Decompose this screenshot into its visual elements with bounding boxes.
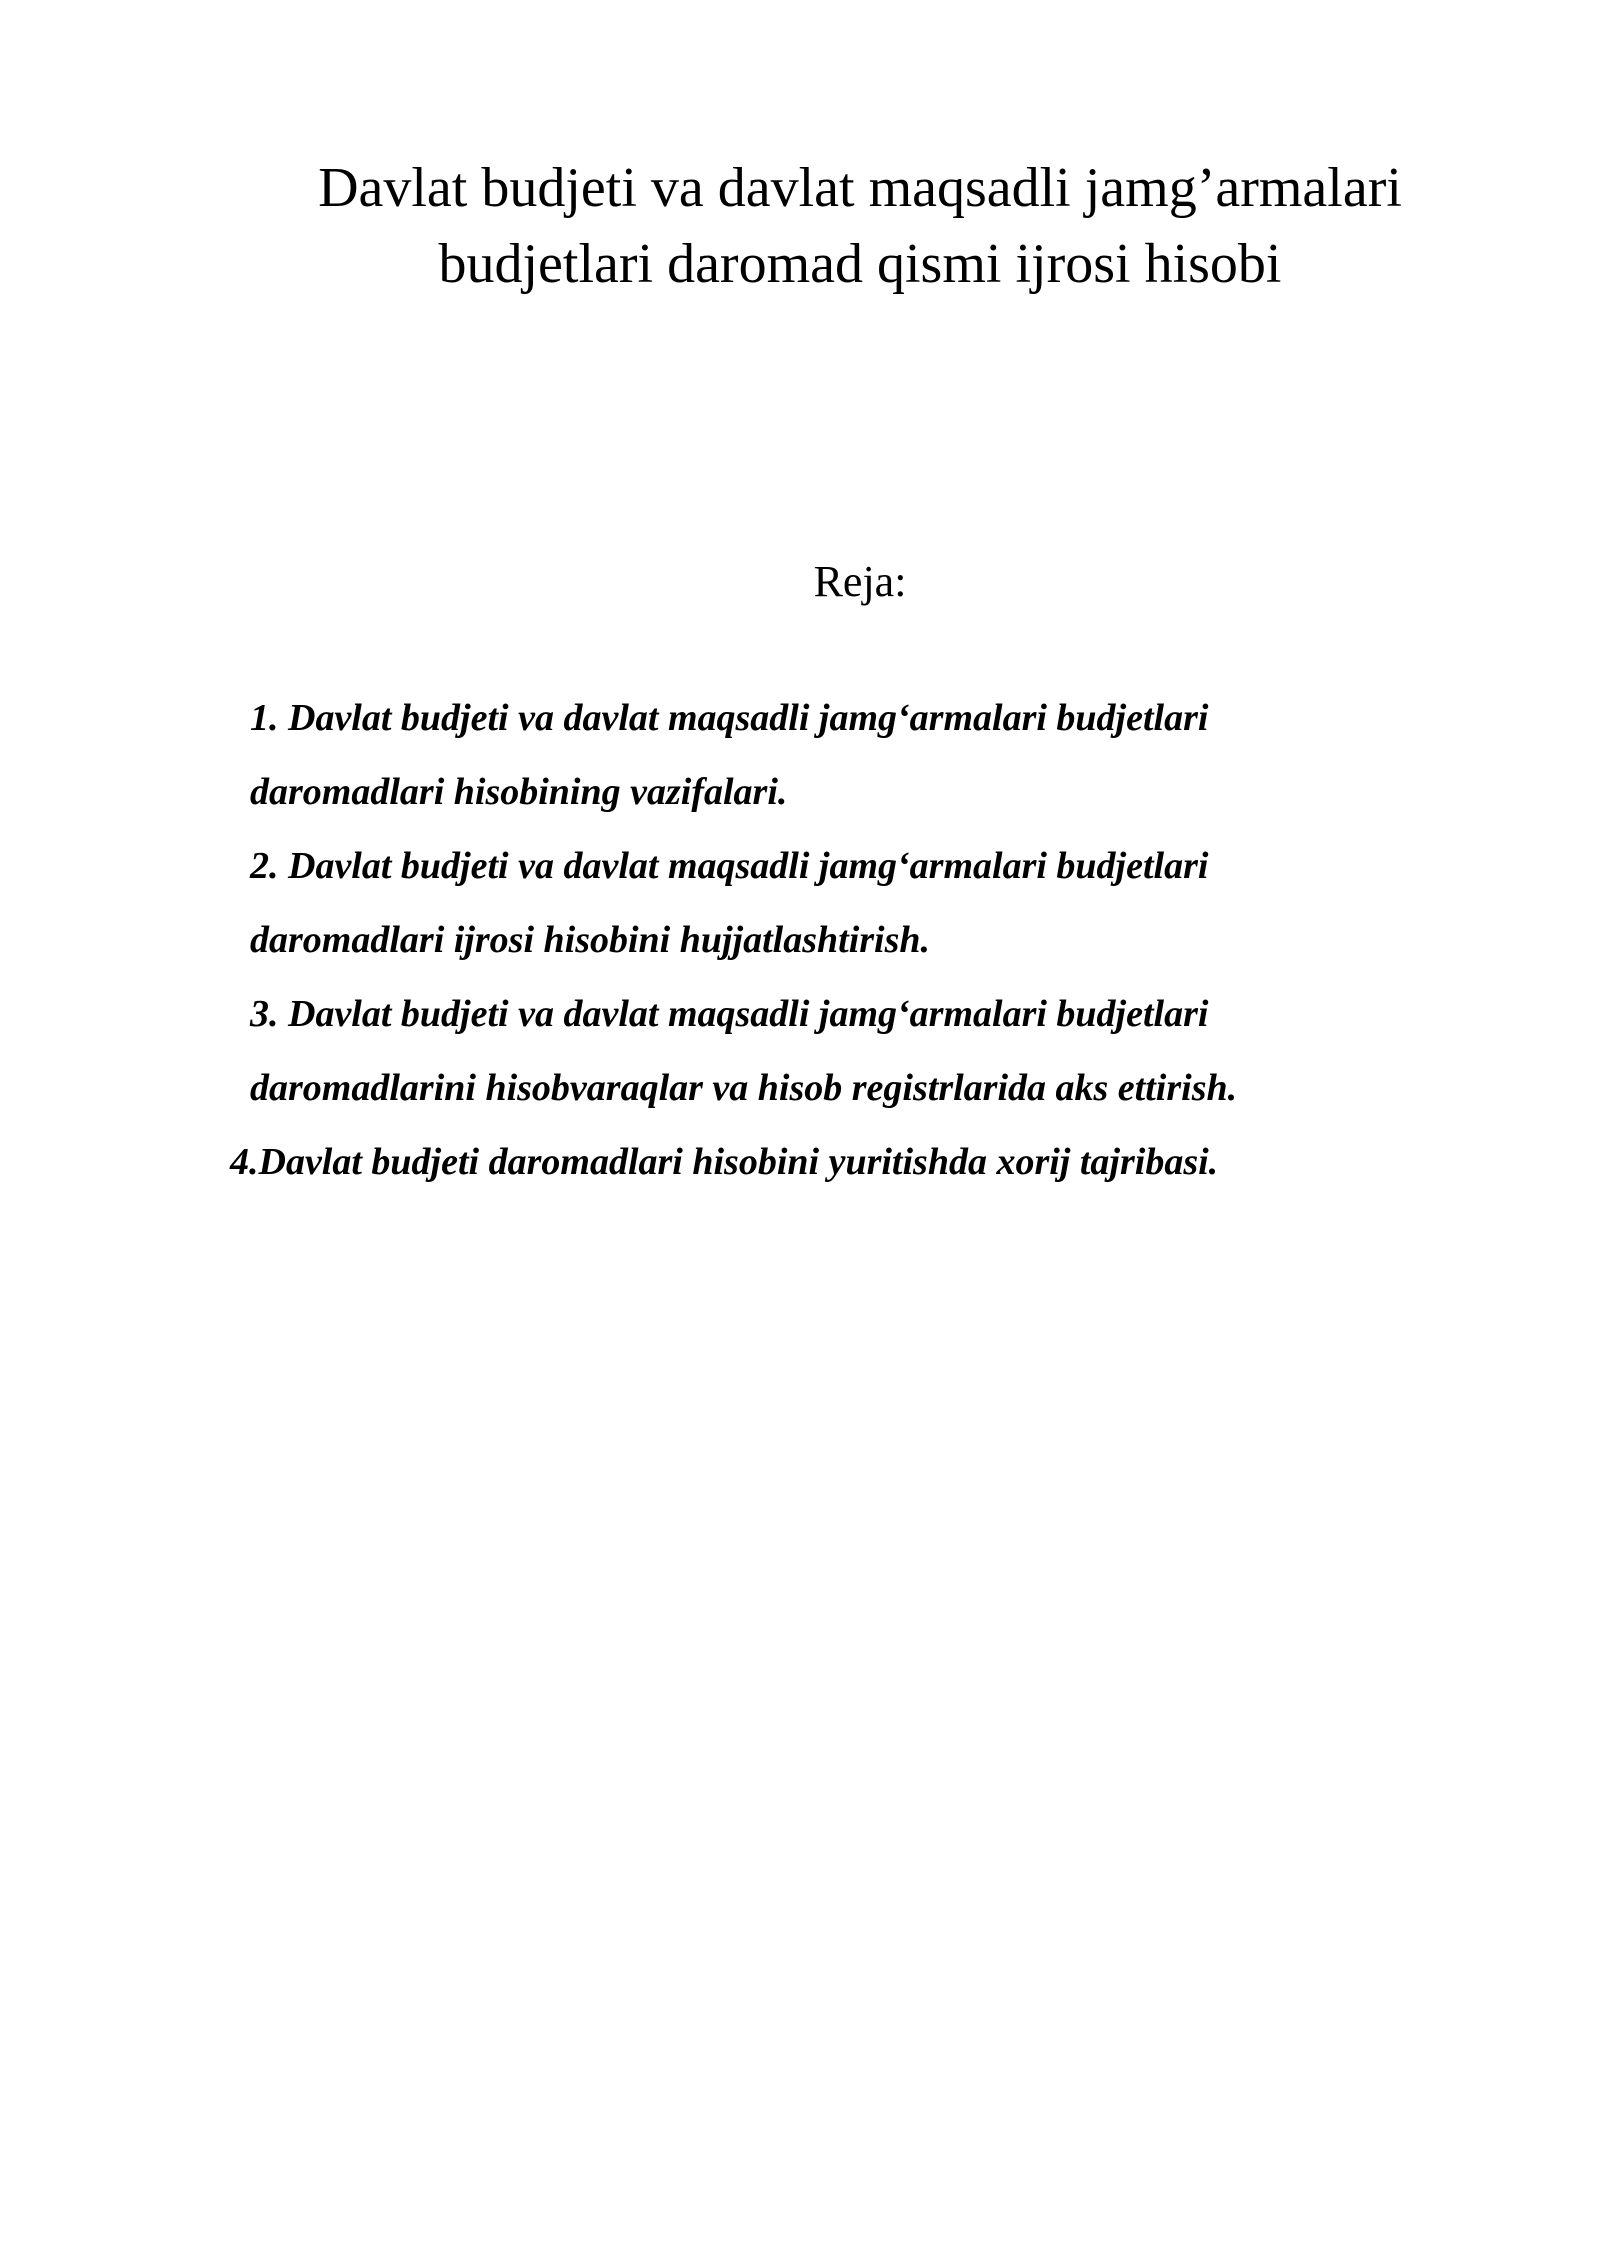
plan-item-line: 2. Davlat budjeti va davlat maqsadli jamg‘armalari budjetlari [250,845,1209,887]
plan-item-line: daromadlari hisobining vazifalari. [250,771,788,813]
plan-item-line: 4.Davlat budjeti daromadlari hisobini yuritishda xorij tajribasi. [230,1141,1219,1183]
document-title-line: budjetlari daromad qismi ijrosi hisobi [438,233,1282,295]
plan-item-line: daromadlari ijrosi hisobini hujjatlashtirish. [250,919,931,961]
plan-item-line: 3. Davlat budjeti va davlat maqsadli jamg‘armalari budjetlari [250,993,1209,1035]
plan-item-line: daromadlarini hisobvaraqlar va hisob registrlarida aks ettirish. [250,1067,1238,1109]
plan-item-line: 1. Davlat budjeti va davlat maqsadli jamg‘armalari budjetlari [250,697,1209,739]
document-title-line: Davlat budjeti va davlat maqsadli jamg’armalari [318,157,1402,219]
document-title [200,150,1520,302]
plan-heading: Reja: [813,557,907,606]
